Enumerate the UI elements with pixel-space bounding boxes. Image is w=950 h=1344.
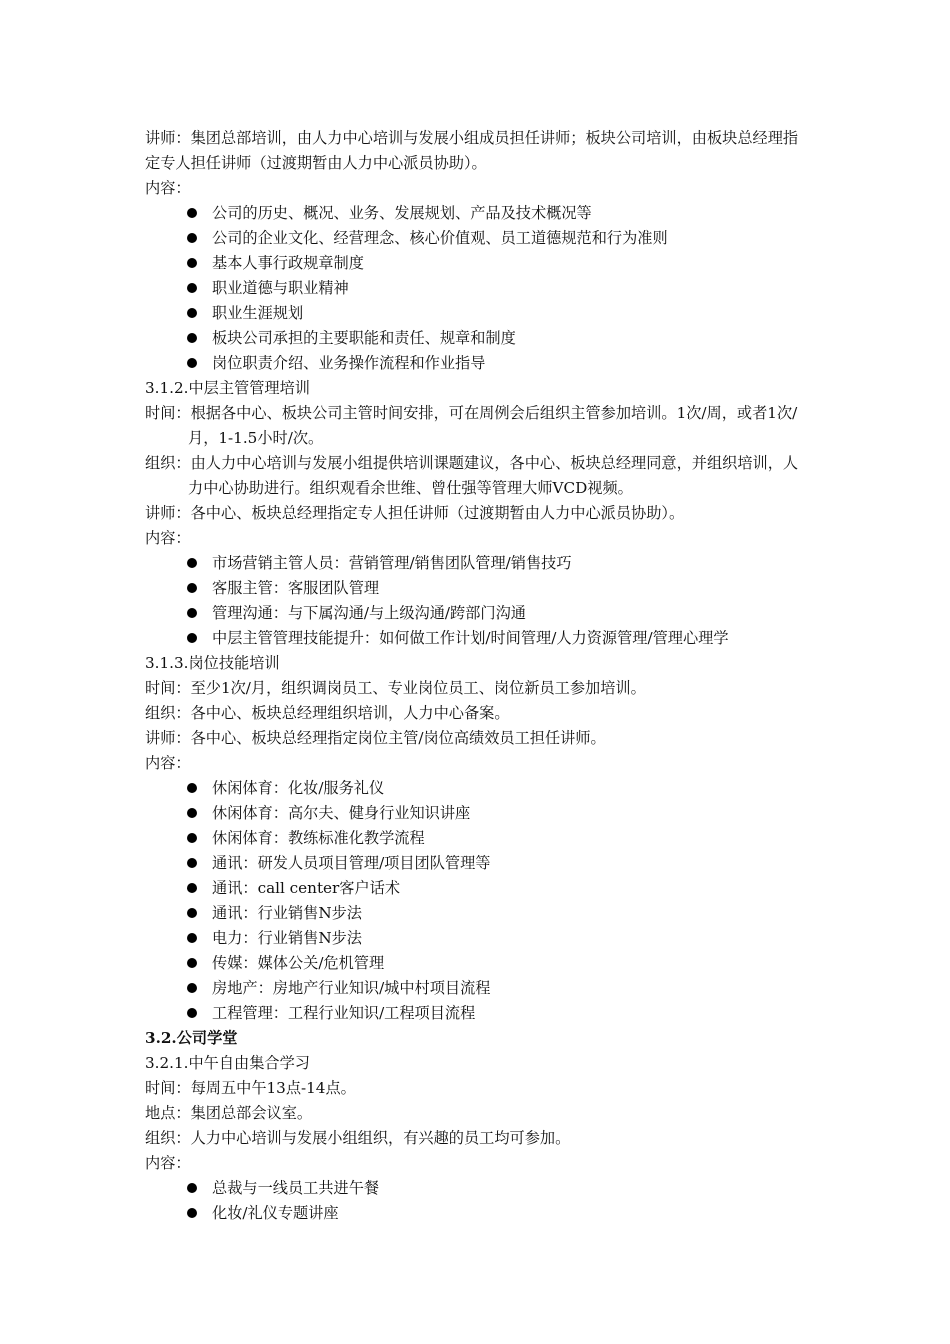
- list-item: 工程管理：工程行业知识/工程项目流程: [145, 1001, 810, 1026]
- place-paragraph: 地点：集团总部会议室。: [145, 1104, 313, 1122]
- bullet-icon: [187, 558, 197, 568]
- lecturer-paragraph: 讲师：集团总部培训，由人力中心培训与发展小组成员担任讲师；板块公司培训，由板块总经理指定专人担任讲师（过渡期暂由人力中心派员协助）。: [145, 129, 799, 172]
- bullet-list: [145, 201, 810, 376]
- bullet-icon: [187, 858, 197, 868]
- content-label: 内容：: [145, 1154, 191, 1172]
- bullet-list: [145, 551, 810, 651]
- list-item: 通讯：call center客户话术: [145, 876, 810, 901]
- bullet-list: [145, 776, 810, 1026]
- list-item: 管理沟通：与下属沟通/与上级沟通/跨部门沟通: [145, 601, 810, 626]
- list-item: 职业道德与职业精神: [145, 276, 810, 301]
- content-label: 内容：: [145, 529, 191, 547]
- lecturer-paragraph: 讲师：各中心、板块总经理指定专人担任讲师（过渡期暂由人力中心派员协助）。: [145, 504, 685, 522]
- bullet-icon: [187, 933, 197, 943]
- list-item: 市场营销主管人员：营销管理/销售团队管理/销售技巧: [145, 551, 810, 576]
- list-item: 休闲体育：化妆/服务礼仪: [145, 776, 810, 801]
- bullet-icon: [187, 883, 197, 893]
- time-paragraph: 时间：至少1次/月，组织调岗员工、专业岗位员工、岗位新员工参加培训。: [145, 679, 646, 697]
- list-item: 电力：行业销售N步法: [145, 926, 810, 951]
- bullet-icon: [187, 583, 197, 593]
- list-item: 通讯：研发人员项目管理/项目团队管理等: [145, 851, 810, 876]
- list-item: 通讯：行业销售N步法: [145, 901, 810, 926]
- list-item: 房地产：房地产行业知识/城中村项目流程: [145, 976, 810, 1001]
- content-label: 内容：: [145, 179, 191, 197]
- bullet-icon: [187, 1183, 197, 1193]
- section-heading: 3.1.3.岗位技能培训: [145, 654, 280, 672]
- time-paragraph: 时间：根据各中心、板块公司主管时间安排，可在周例会后组织主管参加培训。1次/周，或者1次/月，1-1.5小时/次。: [145, 404, 798, 447]
- list-item: 基本人事行政规章制度: [145, 251, 810, 276]
- bullet-icon: [187, 258, 197, 268]
- bullet-icon: [187, 1008, 197, 1018]
- bullet-icon: [187, 1208, 197, 1218]
- list-item: 公司的企业文化、经营理念、核心价值观、员工道德规范和行为准则: [145, 226, 810, 251]
- bullet-icon: [187, 983, 197, 993]
- bullet-icon: [187, 358, 197, 368]
- list-item: 中层主管管理技能提升：如何做工作计划/时间管理/人力资源管理/管理心理学: [145, 626, 810, 651]
- list-item: 公司的历史、概况、业务、发展规划、产品及技术概况等: [145, 201, 810, 226]
- list-item: 板块公司承担的主要职能和责任、规章和制度: [145, 326, 810, 351]
- list-item: 休闲体育：教练标准化教学流程: [145, 826, 810, 851]
- list-item: 客服主管：客服团队管理: [145, 576, 810, 601]
- list-item: 化妆/礼仪专题讲座: [145, 1201, 810, 1226]
- bullet-icon: [187, 833, 197, 843]
- bullet-icon: [187, 308, 197, 318]
- bullet-list: [145, 1176, 810, 1226]
- bullet-icon: [187, 958, 197, 968]
- bullet-icon: [187, 608, 197, 618]
- time-paragraph: 时间：每周五中午13点-14点。: [145, 1079, 356, 1097]
- subsection-heading: 3.2.1.中午自由集合学习: [145, 1054, 310, 1072]
- bullet-icon: [187, 783, 197, 793]
- lecturer-paragraph: 讲师：各中心、板块总经理指定岗位主管/岗位高绩效员工担任讲师。: [145, 729, 606, 747]
- section-heading: 3.2.公司学堂: [145, 1029, 238, 1047]
- organization-paragraph: 组织：各中心、板块总经理组织培训，人力中心备案。: [145, 704, 510, 722]
- bullet-icon: [187, 233, 197, 243]
- bullet-icon: [187, 208, 197, 218]
- content-label: 内容：: [145, 754, 191, 772]
- document-page: [145, 126, 810, 1226]
- list-item: 岗位职责介绍、业务操作流程和作业指导: [145, 351, 810, 376]
- section-heading: 3.1.2.中层主管管理培训: [145, 379, 310, 397]
- organization-paragraph: 组织：由人力中心培训与发展小组提供培训课题建议，各中心、板块总经理同意，并组织培训，人力中心协助进行。组织观看余世维、曾仕强等管理大师VCD视频。: [145, 454, 799, 497]
- list-item: 职业生涯规划: [145, 301, 810, 326]
- organization-paragraph: 组织：人力中心培训与发展小组组织，有兴趣的员工均可参加。: [145, 1129, 571, 1147]
- list-item: 传媒：媒体公关/危机管理: [145, 951, 810, 976]
- bullet-icon: [187, 808, 197, 818]
- bullet-icon: [187, 333, 197, 343]
- bullet-icon: [187, 283, 197, 293]
- list-item: 总裁与一线员工共进午餐: [145, 1176, 810, 1201]
- bullet-icon: [187, 908, 197, 918]
- list-item: 休闲体育：高尔夫、健身行业知识讲座: [145, 801, 810, 826]
- bullet-icon: [187, 633, 197, 643]
